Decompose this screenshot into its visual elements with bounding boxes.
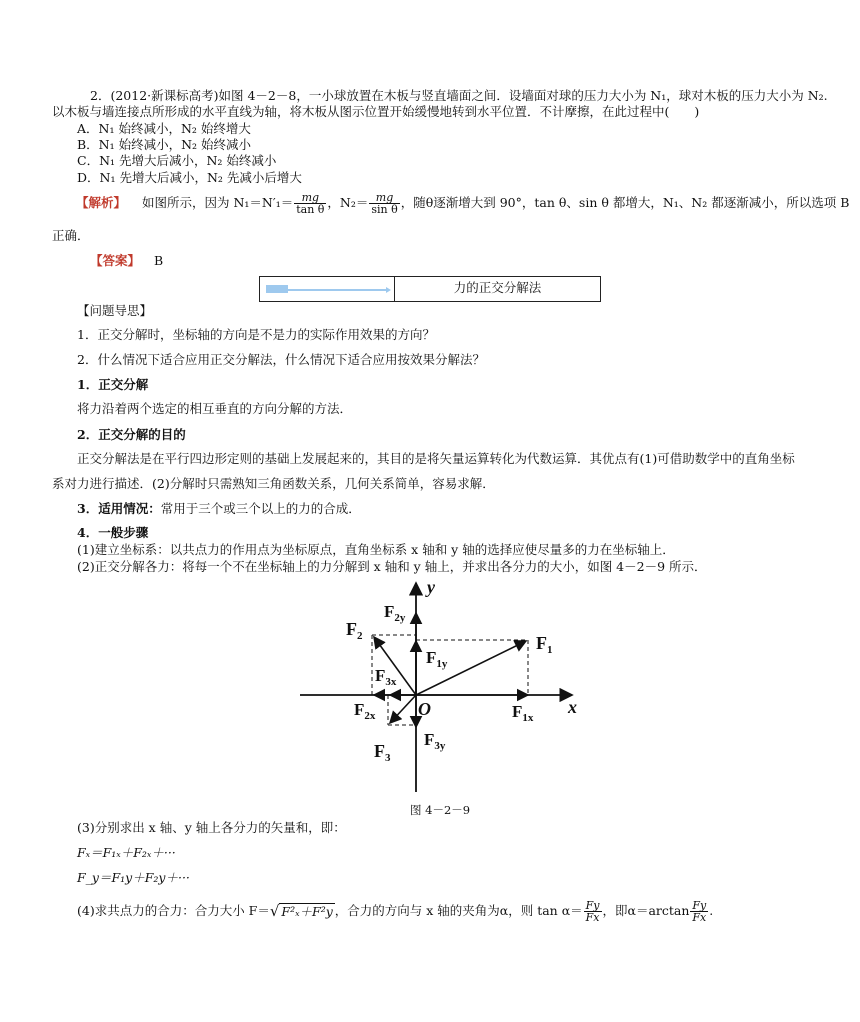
question-stem-line2: 以木板与墙连接点所形成的水平直线为轴，将木板从图示位置开始缓慢地转到水平位置．不计摩擦，在此过程中( ) [52, 104, 700, 119]
orthogonal-definition: 将力沿着两个选定的相互垂直的方向分解的方法． [77, 401, 353, 416]
label-f3: $F_3$ [374, 741, 391, 764]
step-4-end: . [709, 903, 714, 918]
label-origin: O [418, 699, 431, 719]
figure-caption: 图 4－2－9 [410, 803, 471, 817]
answer-line [90, 253, 163, 269]
section-title: 力的正交分解法 [453, 280, 542, 295]
fraction-fy-fx-2: $\frac{Fy}{Fx}$ [692, 899, 707, 924]
applicable-line [77, 501, 361, 517]
fraction-fy-fx: $\frac{Fy}{Fx}$ [585, 899, 600, 924]
section-header-box [259, 276, 601, 302]
sqrt-expression: √ F²ₓ＋F²y [269, 902, 333, 920]
force-diagram [300, 577, 590, 797]
label-f1y: $F_{1y}$ [426, 648, 448, 670]
analysis-continuation: 正确． [52, 228, 90, 243]
heading-steps: 4．一般步骤 [77, 525, 149, 540]
step-4-pre: (4)求共点力的合力：合力大小 F＝ [77, 903, 270, 918]
step-2: (2)正交分解各力：将每一个不在坐标轴上的力分解到 x 轴和 y 轴上，并求出各分力的大小，如图 4－2－9 所示． [77, 559, 707, 574]
vector-f3 [390, 695, 416, 723]
answer-tag: 【答案】 [90, 253, 141, 268]
fraction-mg-tan: $\frac{mg}{\text{tan θ}}$ [296, 191, 325, 216]
question-stem-line1: 2．(2012·新课标高考)如图 4－2－8，一小球放置在木板与竖直墙面之间．设墙面对球的压力大小为 N₁，球对木板的压力大小为 N₂. [90, 88, 828, 103]
label-f3y: $F_{3y}$ [424, 730, 446, 752]
option-a: A．N₁ 始终减小，N₂ 始终增大 [77, 121, 251, 136]
guide-question-2: 2．什么情况下适合应用正交分解法，什么情况下适合应用按效果分解法？ [77, 352, 485, 367]
applicable-text: 常用于三个或三个以上的力的合成． [160, 501, 361, 516]
label-f2y: $F_{2y}$ [384, 602, 406, 624]
analysis-tag: 【解析】 [76, 195, 127, 210]
arrow-decoration-icon [260, 277, 394, 301]
label-f1x: $F_{1x}$ [512, 702, 534, 724]
analysis-text-mid: ，N₂＝ [327, 195, 369, 210]
heading-purpose: 2．正交分解的目的 [77, 427, 186, 442]
step-4-mid2: ，即α＝arctan [602, 903, 690, 918]
purpose-text-line1: 正交分解法是在平行四边形定则的基础上发展起来的，其目的是将矢量运算转化为代数运算．其优点有(1)可借助数学中的直角坐标 [77, 451, 795, 466]
heading-applicable: 3．适用情况： [77, 501, 161, 516]
heading-orthogonal: 1．正交分解 [77, 377, 149, 392]
label-f2x: $F_{2x}$ [354, 700, 376, 722]
option-d: D．N₁ 先增大后减小，N₂ 先减小后增大 [77, 170, 302, 185]
step-3: (3)分别求出 x 轴、y 轴上各分力的矢量和，即： [77, 820, 346, 835]
guide-tag: 【问题导思】 [77, 303, 153, 318]
analysis-text-pre: 如图所示，因为 N₁＝N′₁＝ [142, 195, 294, 210]
label-f3x: $F_{3x}$ [375, 666, 397, 688]
analysis-line [76, 190, 849, 216]
label-f1: $F_1$ [536, 633, 553, 656]
step-4-mid: ，合力的方向与 x 轴的夹角为α，则 tan α＝ [334, 903, 583, 918]
equation-fy: F_y＝F₁y＋F₂y＋··· [77, 870, 190, 885]
equation-fx: Fₓ＝F₁ₓ＋F₂ₓ＋··· [77, 845, 176, 860]
fraction-mg-sin: $\frac{mg}{\text{sin θ}}$ [371, 191, 398, 216]
guide-question-1: 1．正交分解时，坐标轴的方向是不是力的实际作用效果的方向？ [77, 327, 435, 342]
answer-value: B [154, 253, 164, 268]
purpose-text-line2: 系对力进行描述．(2)分解时只需熟知三角函数关系，几何关系简单，容易求解． [52, 476, 495, 491]
analysis-text-post: ，随θ逐渐增大到 90°，tan θ、sin θ 都增大，N₁、N₂ 都逐渐减小，所以选项 B [400, 195, 850, 210]
label-x-axis: x [568, 697, 577, 717]
force-decomposition-figure [300, 577, 590, 800]
label-f2: $F_2$ [346, 619, 363, 642]
label-y-axis: y [427, 577, 435, 597]
section-header-decoration [260, 277, 395, 301]
step-4 [77, 896, 713, 927]
option-c: C．N₁ 先增大后减小，N₂ 始终减小 [77, 153, 277, 168]
step-1: (1)建立坐标系：以共点力的作用点为坐标原点，直角坐标系 x 轴和 y 轴的选择应使尽量多的力在坐标轴上． [77, 542, 675, 557]
option-b: B．N₁ 始终减小，N₂ 始终减小 [77, 137, 252, 152]
